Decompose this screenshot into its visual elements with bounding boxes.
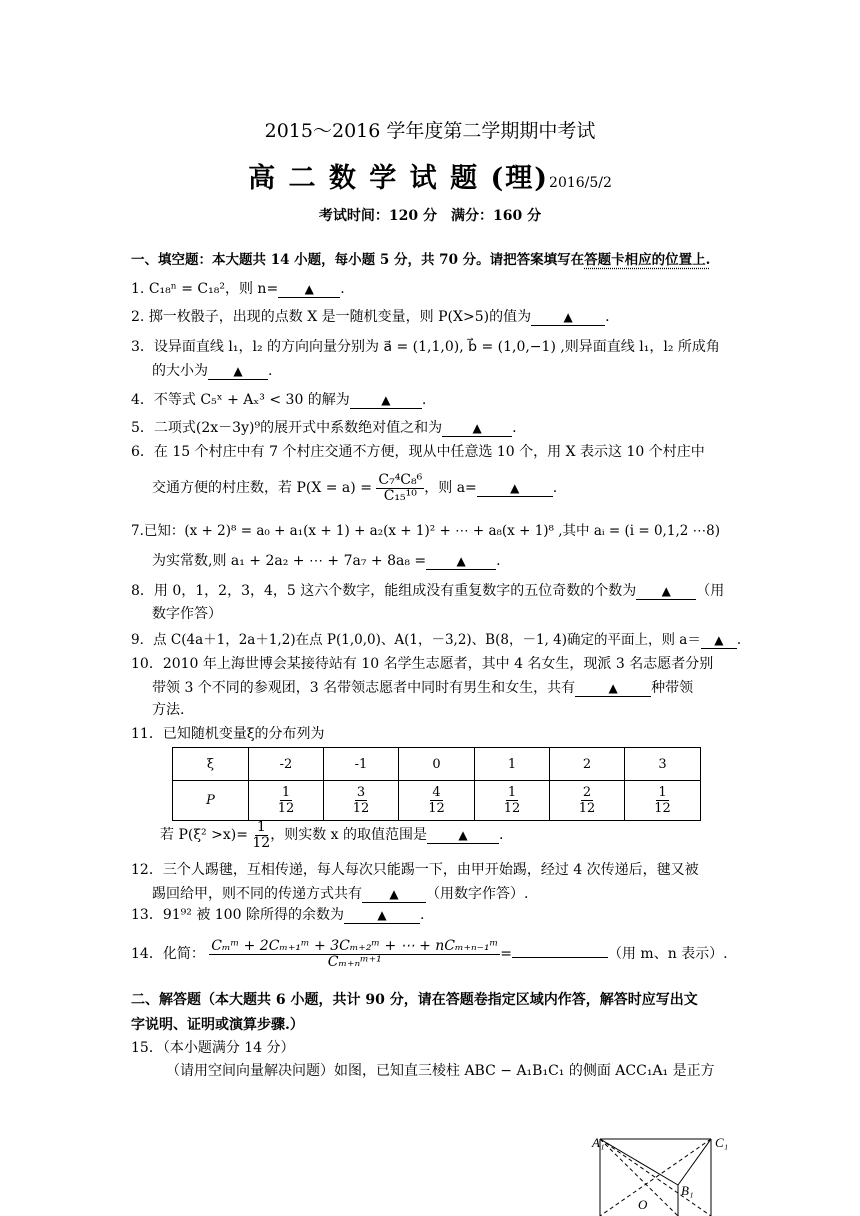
q14-eq: = — [500, 946, 512, 962]
q3-answer-blank: ▲ — [208, 363, 268, 380]
q13-post: . — [419, 907, 425, 923]
q13-number: 13． — [131, 907, 163, 923]
label-b1: B₁ — [681, 1183, 694, 1198]
q10-line1: 2010 年上海世博会某接待站有 10 名学生志愿者，其中 4 名女生，现派 3 名志愿者分别 — [162, 656, 714, 672]
prob-numerator: 1 — [507, 785, 517, 800]
prob-numerator: 4 — [432, 785, 441, 800]
table-cell: 3 — [625, 748, 701, 781]
q4-post: . — [421, 392, 427, 408]
q12-post: （用数字作答）. — [426, 886, 529, 902]
question-3 — [131, 337, 720, 357]
table-row — [173, 748, 701, 781]
table-cell — [399, 781, 475, 821]
q11-intro: 已知随机变量ξ的分布列为 — [162, 726, 325, 742]
q11-cond-den: 12 — [252, 834, 271, 851]
q4-text: 不等式 C₅ˣ + Aₓ³ < 30 的解为 — [153, 392, 350, 408]
section2-heading: 二、解答题（本大题共 6 小题，共计 90 分，请在答题卷指定区域内作答，解答时应写出文 — [131, 992, 698, 1008]
q14-fraction — [209, 939, 500, 970]
question-10-cont — [152, 678, 693, 698]
question-13 — [131, 905, 424, 925]
q11-post: . — [499, 827, 504, 843]
q3-number: 3． — [131, 339, 154, 355]
q1-post: . — [340, 281, 345, 297]
question-15-text: （请用空间向量解决问题）如图，已知直三棱柱 ABC − A₁B₁C₁ 的侧面 ACC₁A₁ 是正方 — [166, 1063, 715, 1079]
question-2 — [131, 307, 610, 327]
q14-frac-num: Cₘᵐ + 2Cₘ₊₁ᵐ + 3Cₘ₊₂ᵐ + ⋯ + nCₘ₊ₙ₋₁ᵐ — [211, 937, 499, 954]
q9-number: 9． — [131, 632, 154, 648]
question-10 — [131, 654, 713, 674]
question-7 — [131, 521, 720, 541]
q8-answer-blank: ▲ — [636, 583, 696, 600]
q2-text: 掷一枚骰子，出现的点数 X 是一随机变量，则 P(X>5)的值为 — [148, 309, 532, 325]
q5-number: 5． — [131, 420, 154, 436]
q5-text: 二项式(2x－3y)⁹的展开式中系数绝对值之和为 — [153, 420, 443, 436]
question-6 — [131, 442, 705, 462]
prob-denominator: 12 — [352, 801, 370, 816]
q11-number: 11． — [131, 726, 163, 742]
q14-text: 化简： — [162, 946, 205, 962]
q9-post: . — [736, 632, 742, 648]
q3-line2: 的大小为 — [152, 363, 208, 379]
q15-note: （本小题满分 14 分） — [162, 1040, 295, 1056]
q14-post: （用 m、n 表示）. — [607, 946, 728, 962]
figure-edge — [600, 1139, 678, 1185]
label-o: O — [638, 1197, 648, 1212]
distribution-table — [172, 747, 701, 821]
prob-denominator: 12 — [428, 801, 445, 816]
question-12 — [131, 860, 699, 880]
q8-line1: 用 0，1，2，3，4，5 这六个数字，能组成没有重复数字的五位奇数的个数为 — [153, 583, 637, 599]
question-8-cont: 数字作答） — [152, 606, 222, 622]
q6-number: 6． — [131, 444, 154, 460]
table-cell: -2 — [249, 748, 324, 781]
question-3-cont — [152, 361, 272, 381]
table-cell — [249, 781, 324, 821]
q10-answer-blank: ▲ — [575, 680, 651, 697]
q15-number: 15． — [131, 1040, 163, 1056]
q12-answer-blank: ▲ — [362, 886, 426, 903]
q13-answer-blank: ▲ — [344, 907, 420, 924]
table-cell: ξ — [173, 748, 249, 781]
q5-post: . — [512, 420, 517, 436]
q11-answer-blank: ▲ — [427, 827, 499, 844]
q10-post: 种带领 — [651, 680, 694, 696]
q11-cond-text: 若 P(ξ² >x)= — [160, 827, 248, 843]
question-6-cont — [152, 470, 557, 506]
q14-answer-blank — [512, 957, 608, 958]
q6-fraction — [376, 473, 424, 504]
question-14 — [131, 930, 728, 978]
q8-number: 8． — [131, 583, 154, 599]
q14-frac-den: Cₘ₊ₙᵐ⁺¹ — [327, 953, 382, 970]
q12-number: 12． — [131, 862, 163, 878]
section1-heading-text: 一、填空题：本大题共 14 小题，每小题 5 分，共 70 分。请把答案填写在 — [131, 252, 585, 268]
q6-line2: 交通方便的村庄数，若 P(X = a) = — [152, 480, 372, 496]
q11-cond-fraction — [252, 820, 270, 851]
q11-cond-num: 1 — [256, 818, 266, 835]
figure-edge — [678, 1139, 711, 1185]
q6-post: . — [552, 480, 558, 496]
q9-answer-blank: ▲ — [701, 632, 737, 649]
q9-text: 点 C(4a＋1，2a＋1,2)在点 P(1,0,0)、A(1，－3,2)、B(8，－1, 4)确定的平面上，则 a＝ — [153, 632, 701, 648]
question-12-cont — [152, 884, 528, 904]
q1-text: C₁₈ⁿ = C₁₈²，则 n= — [148, 281, 279, 297]
question-9 — [131, 630, 741, 650]
table-cell — [550, 781, 625, 821]
section1-heading-emphasis: 答题卡相应的位置上. — [584, 252, 711, 268]
prob-denominator: 12 — [654, 801, 671, 816]
q1-answer-blank: ▲ — [278, 281, 340, 298]
q13-text: 91⁹² 被 100 除所得的余数为 — [162, 907, 344, 923]
q5-answer-blank: ▲ — [442, 420, 512, 437]
section2-heading-cont: 字说明、证明或演算步骤.） — [131, 1017, 304, 1033]
q6-mid: ，则 a= — [424, 480, 477, 496]
prob-numerator: 1 — [281, 785, 291, 800]
q7-post: . — [496, 553, 501, 569]
q6-answer-blank: ▲ — [477, 480, 553, 497]
q2-number: 2. — [131, 309, 145, 325]
table-cell — [324, 781, 399, 821]
question-7-cont — [152, 551, 501, 571]
label-a1: A₁ — [592, 1135, 605, 1150]
question-15 — [131, 1038, 295, 1058]
label-c1: C₁ — [715, 1135, 729, 1150]
table-row — [173, 781, 701, 821]
table-cell: 1 — [475, 748, 550, 781]
q6-frac-den: C₁₅¹⁰ — [383, 487, 417, 504]
q7-number: 7. — [131, 523, 144, 539]
q11-cond-mid: ，则实数 x 的取值范围是 — [270, 827, 428, 843]
q2-answer-blank: ▲ — [531, 309, 605, 326]
table-cell — [475, 781, 550, 821]
question-11 — [131, 724, 325, 744]
q10-number: 10． — [131, 656, 163, 672]
exam-info: 考试时间：120 分 满分：160 分 — [318, 208, 542, 224]
prob-denominator: 12 — [503, 801, 521, 816]
q7-line1: 已知：(x + 2)⁸ = a₀ + a₁(x + 1) + a₂(x + 1)² + ⋯ + a₈(x + 1)⁸ ,其中 aᵢ = (i = 0,1,2 ⋯8) — [143, 523, 720, 539]
q4-answer-blank: ▲ — [350, 392, 422, 409]
table-cell: P — [173, 781, 249, 821]
table-cell: 0 — [399, 748, 475, 781]
prob-denominator: 12 — [578, 801, 596, 816]
q4-number: 4． — [131, 392, 154, 408]
question-5 — [131, 418, 517, 438]
exam-date: 2016/5/2 — [549, 175, 612, 191]
question-8 — [131, 581, 724, 601]
prob-denominator: 12 — [277, 801, 295, 816]
question-10-cont2: 方法. — [152, 702, 185, 718]
table-cell: 2 — [550, 748, 625, 781]
q3-post: . — [268, 363, 273, 379]
q14-number: 14． — [131, 946, 163, 962]
q6-line1: 在 15 个村庄中有 7 个村庄交通不方便，现从中任意选 10 个，用 X 表示这 10 个村庄中 — [153, 444, 705, 460]
prob-numerator: 2 — [582, 785, 592, 800]
q1-number: 1. — [131, 281, 145, 297]
title-block — [0, 156, 860, 195]
question-1 — [131, 279, 345, 299]
prob-numerator: 3 — [356, 785, 366, 800]
table-cell: -1 — [324, 748, 399, 781]
prob-numerator: 1 — [658, 785, 667, 800]
q3-line1: 设异面直线 l₁，l₂ 的方向向量分别为 a⃗ = (1,1,0), b⃗ = (1,0,−1) ,则异面直线 l₁，l₂ 所成角 — [153, 339, 720, 355]
q7-line2: 为实常数,则 a₁ + 2a₂ + ⋯ + 7a₇ + 8a₈ = — [152, 553, 427, 569]
q12-line1: 三个人踢毽，互相传递，每人每次只能踢一下，由甲开始踢，经过 4 次传递后，毽又被 — [162, 862, 699, 878]
q6-frac-num: C₇⁴C₈⁶ — [378, 471, 423, 488]
q2-post: . — [605, 309, 610, 325]
q8-post: （用 — [696, 583, 725, 599]
question-4 — [131, 390, 426, 410]
section1-heading — [131, 248, 710, 268]
main-title: 高 二 数 学 试 题 (理) — [248, 163, 550, 194]
table-cell — [625, 781, 701, 821]
question-11-cond — [160, 818, 503, 852]
prism-figure — [580, 1125, 740, 1216]
q7-answer-blank: ▲ — [426, 553, 496, 570]
exam-title: 2015～2016 学年度第二学期期中考试 — [264, 120, 596, 142]
q12-line2: 踢回给甲，则不同的传递方式共有 — [152, 886, 362, 902]
q10-line2: 带领 3 个不同的参观团，3 名带领志愿者中同时有男生和女生，共有 — [152, 680, 576, 696]
